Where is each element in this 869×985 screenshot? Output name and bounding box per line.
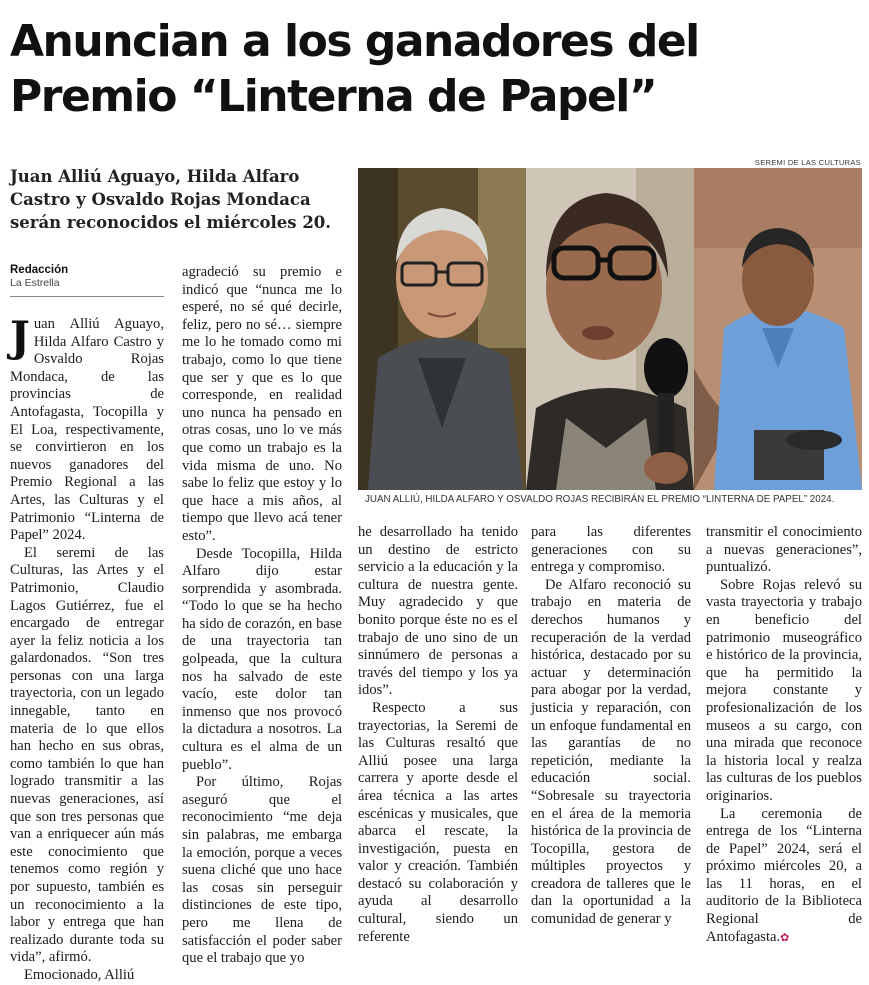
byline-publication: La Estrella: [10, 277, 60, 289]
drop-cap: J: [10, 312, 30, 361]
paragraph: [10, 312, 164, 545]
article-column-5: [706, 524, 862, 947]
paragraph-text: uan Alliú Aguayo, Hilda Alfaro Castro y Osvaldo Rojas Mondaca, de las provincias de Antofagasta, Tocopilla y El Loa, respectivamente, se convirtieron en los nuevos ganadores del Premio Regional a las Artes, las Culturas y el Patrimonio “Linterna de Papel” 2024.: [10, 316, 164, 544]
article-column-4: [531, 524, 691, 929]
photo-caption: JUAN ALLIÚ, HILDA ALFARO Y OSVALDO ROJAS RECIBIRÁN EL PREMIO “LINTERNA DE PAPEL” 2024.: [365, 494, 835, 505]
paragraph: Respecto a sus trayectorias, la Seremi de las Culturas resaltó que Alliú posee una larga carrera y aporte desde el área técnica a las artes escénicas y musicales, que abarca el rescate, la investigación, puesta en valor y creación. También destacó su colaboración y ayuda al desarrollo cultural, siendo un referente: [358, 699, 518, 945]
flower-end-mark-icon: ✿: [780, 931, 790, 944]
portrait-juan-alliu: [358, 168, 526, 490]
paragraph: Por último, Rojas aseguró que el reconocimiento “me deja sin palabras, me embarga la emoción, porque a veces suena cliché que uno hace las cosas sin perseguir distinciones de este tipo, pero me llena de satisfacción el poder saber que el trabajo que yo: [182, 774, 342, 967]
byline-author: Redacción: [10, 264, 69, 276]
paragraph: El seremi de las Culturas, las Artes y el Patrimonio, Claudio Lagos Gutiérrez, fue el encargado de entregar ayer la feliz noticia a los galardonados. “Son tres personas con una larga trayectoria, con un legado innegable, tanto en materia de lo que ellos han hecho en sus obras, como también lo que han logrado transmitir a las nuevas generaciones, así que son tres personas que van a enriquecer aún más este conocimiento que tenemos como región y por supuesto, también es un reconocimiento a la labor y entrega que han realizado durante toda su vida”, afirmó.: [10, 544, 164, 966]
photo-credit: SEREMI DE LAS CULTURAS: [754, 158, 861, 167]
paragraph: De Alfaro reconoció su trabajo en materia de derechos humanos y recuperación de la verdad histórica, destacado por su actuar y determinación para abogar por la verdad, justicia y reparación, con un enfoque fundamental en las garantías de no repetición, mediante la educación social. “Sobresale su trayectoria en el área de la memoria histórica de la provincia de Tocopilla, gestora de múltiples proyectos y creadora de talleres que le dan la oportunidad a la comunidad de generar y: [531, 576, 691, 928]
portrait-osvaldo-rojas: [694, 168, 862, 490]
photo-collage: [358, 168, 862, 490]
paragraph: Emocionado, Alliú: [24, 966, 135, 983]
paragraph: transmitir el conocimiento a nuevas generaciones”, puntualizó.: [706, 524, 862, 576]
article-column-2: [182, 264, 342, 968]
paragraph: he desarrollado ha tenido un destino de estricto servicio a la educación y la cultura de nuestra gente. Muy agradecido y que bonito porque éste no es el trabajo de uno sino de un sinnúmero de personas a través del tiempo y los ya idos”.: [358, 524, 518, 699]
paragraph: [706, 806, 862, 948]
paragraph: Desde Tocopilla, Hilda Alfaro dijo estar sorprendida y asombrada. “Todo lo que se ha hecho ha sido de corazón, en base de una trayectoria tan golpeada, que la cultura nos ha salvado de este vacío, este dolor tan inmenso que nos provocó la dictadura a nosotros. La cultura es el alma de un pueblo”.: [182, 545, 342, 773]
article-column-3: [358, 524, 518, 946]
headline: Anuncian a los ganadores del Premio “Linterna de Papel”: [10, 16, 699, 122]
paragraph-text: La ceremonia de entrega de los “Linterna de Papel” 2024, será el próximo miércoles 20, a las 11 horas, en el auditorio de la Biblioteca Regional de Antofagasta.: [706, 805, 862, 945]
paragraph: agradeció su premio e indicó que “nunca me lo esperé, no sé qué decirle, feliz, pero no sé… siempre me lo he tomado como mi trabajo, como lo que tiene que ser y que es lo que corresponde, en realidad uno nunca ha pensado en otras cosas, uno lo ve más que como un trabajo es la vida misma de uno. No sabe lo feliz que estoy y lo que hace a mis años, al tiempo que llevo acá tener esto”.: [182, 264, 342, 544]
subheadline: Juan Alliú Aguayo, Hilda Alfaro Castro y Osvaldo Rojas Mondaca serán reconocidos el miércoles 20.: [10, 167, 332, 232]
byline: [10, 263, 164, 290]
byline-divider: [10, 296, 164, 297]
paragraph: para las diferentes generaciones con su entrega y compromiso.: [531, 524, 691, 576]
article-column-1: [10, 312, 164, 985]
paragraph: Sobre Rojas relevó su vasta trayectoria y trabajo en beneficio del patrimonio museográfico e histórico de la provincia, que ha permitido la mejora constante y profesionalización de los museos a su cargo, con una mirada que reconoce la historia local y realza las culturas de los pueblos originarios.: [706, 576, 862, 804]
portrait-hilda-alfaro: [526, 168, 694, 490]
